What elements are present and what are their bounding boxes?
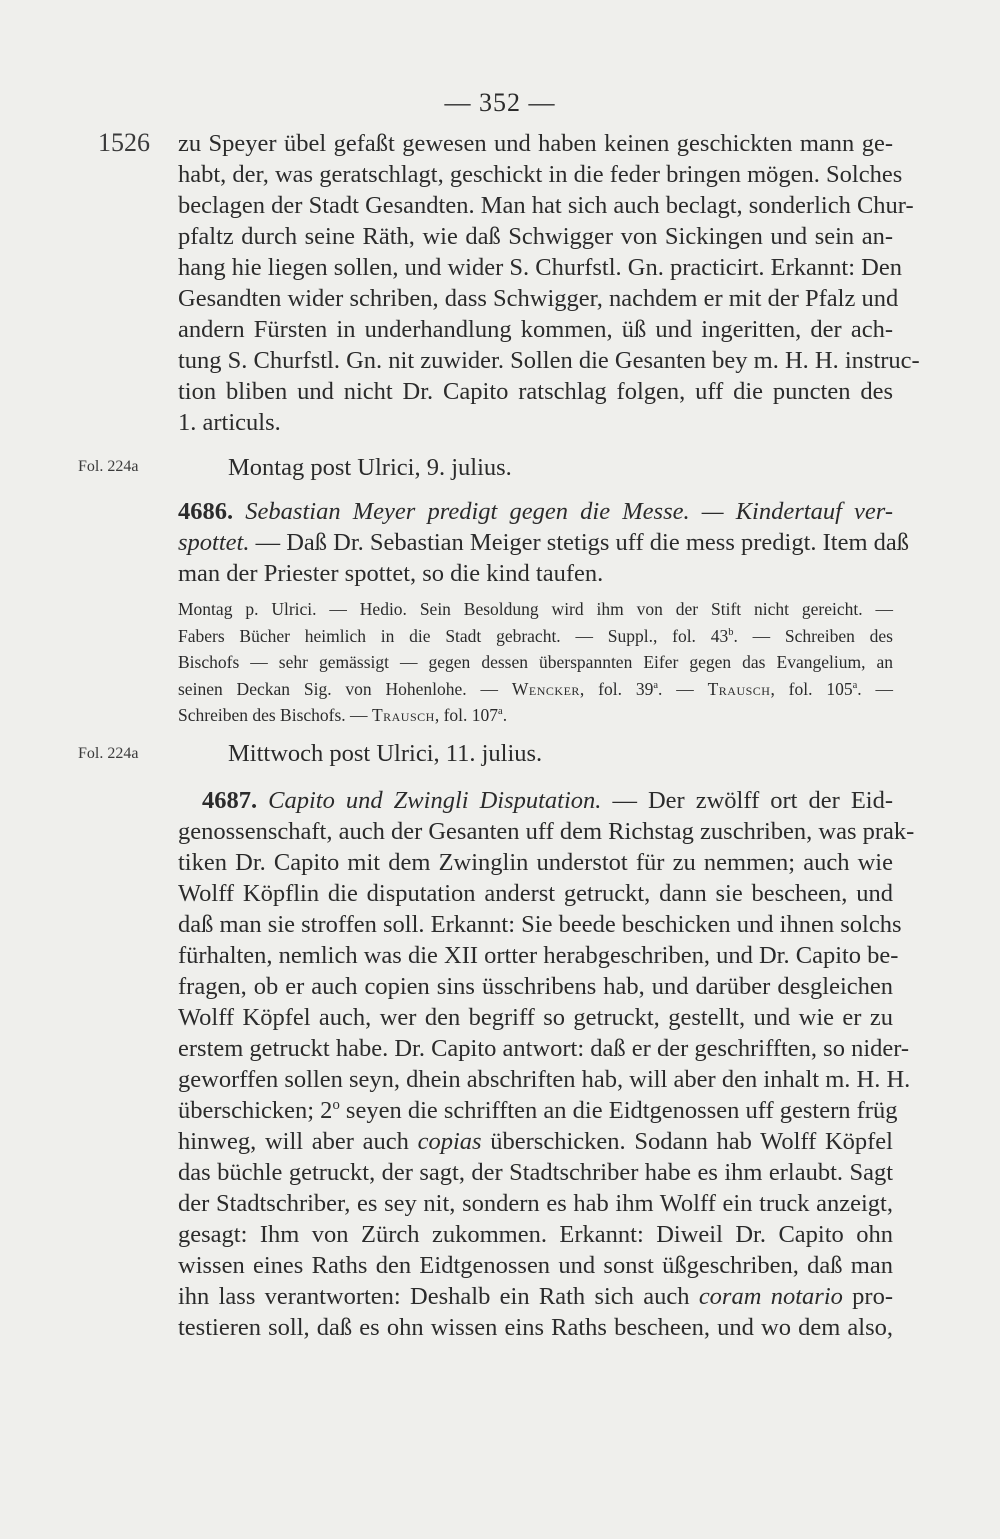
text-line: beclagen der Stadt Gesandten. Man hat sich auch beclagt, sonderlich Chur-: [178, 192, 914, 219]
date-heading-1: Montag post Ulrici, 9. julius.: [228, 454, 512, 481]
note-line: Montag p. Ulrici. — Hedio. Sein Besoldung wird ihm von der Stift nicht gereicht. —: [178, 599, 893, 619]
text-line: andern Fürsten in underhandlung kommen, üß und ingeritten, der ach-: [178, 316, 893, 343]
date-heading-2: Mittwoch post Ulrici, 11. julius.: [228, 740, 543, 767]
text-line: fragen, ob er auch copien sins üsschribens hab, und darüber desgleichen: [178, 973, 893, 1000]
paragraph-1: [178, 128, 920, 438]
entry-title: Sebastian Meyer predigt gegen die Messe. — Kindertauf ver-: [245, 498, 894, 525]
text-line: das büchle getruckt, der sagt, der Stadtschriber habe es ihm erlaubt. Sagt: [178, 1159, 893, 1186]
notes-4686: [178, 596, 893, 729]
page-number: — 352 —: [444, 88, 556, 117]
note-line: seinen Deckan Sig. von Hohenlohe. — Wencker, fol. 39$^a$. — Trausch, fol. 105$^a$. —: [178, 678, 894, 699]
entry-text-line: hinweg, will aber auch copias überschicken. Sodann hab Wolff Köpfel: [178, 1128, 893, 1155]
text-line: zu Speyer übel gefaßt gewesen und haben keinen geschickten mann ge-: [178, 130, 893, 157]
margin-folio-2: Fol. 224a: [78, 745, 139, 762]
entry-4686: [178, 496, 910, 589]
text-line: wissen eines Raths den Eidtgenossen und sonst üßgeschriben, daß man: [178, 1252, 893, 1279]
entry-title-cont: spottet.: [178, 529, 250, 556]
margin-folio-1: Fol. 224a: [78, 458, 139, 475]
text-line: Wolff Köpfel auch, wer den begriff so getruckt, gestellt, und wie er zu: [178, 1004, 893, 1031]
entry-text-line: man der Priester spottet, so die kind taufen.: [178, 560, 604, 587]
entry-text-line: ihn lass verantworten: Deshalb ein Rath sich auch coram notario pro-: [178, 1283, 894, 1310]
note-line: Bischofs — sehr gemässigt — gegen dessen überspannten Eifer gegen das Evangelium, an: [178, 652, 893, 672]
entry-text: — Daß Dr. Sebastian Meiger stetigs uff die mess predigt. Item daß: [249, 529, 910, 556]
text-line: erstem getruckt habe. Dr. Capito antwort: daß er der geschrifften, so nider-: [178, 1035, 910, 1062]
text-line: pfaltz durch seine Räth, wie daß Schwigger von Sickingen und sein an-: [178, 223, 893, 250]
margin-year: 1526: [98, 128, 150, 157]
entry-4687: [178, 785, 915, 1343]
text-line: Gesandten wider schriben, dass Schwigger, nachdem er mit der Pfalz und: [178, 285, 899, 312]
entry-title: Capito und Zwingli Disputation.: [268, 787, 602, 814]
text-line: hang hie liegen sollen, und wider S. Churfstl. Gn. practicirt. Erkannt: Den: [178, 254, 902, 281]
text-line: Wolff Köpflin die disputation anderst getruckt, dann sie bescheen, und: [178, 880, 893, 907]
entry-text-line: testieren soll, daß es ohn wissen eins Raths bescheen, und wo dem also,: [178, 1314, 893, 1341]
text-line: tung S. Churfstl. Gn. nit zuwider. Sollen die Gesanten bey m. H. H. instruc-: [178, 347, 920, 374]
text-line: der Stadtschriber, es sey nit, sondern es hab ihm Wolff ein truck anzeigt,: [178, 1190, 893, 1217]
text-line: habt, der, was geratschlagt, geschickt in die feder bringen mögen. Solches: [178, 161, 903, 188]
entry-text-line: überschicken; 2$^o$ seyen die schrifften an die Eidtgenossen uff gestern früg: [178, 1096, 898, 1124]
text-line: 1. articuls.: [178, 409, 281, 436]
text-line: gesagt: Ihm von Zürch zukommen. Erkannt: Diweil Dr. Capito ohn: [178, 1221, 893, 1248]
note-line: Schreiben des Bischofs. — Trausch, fol. 107$^a$.: [178, 705, 508, 725]
text-line: tiken Dr. Capito mit dem Zwinglin understot für zu nemmen; auch wie: [178, 849, 893, 876]
text-line: genossenschaft, auch der Gesanten uff dem Richstag zuschriben, was prak-: [178, 818, 915, 845]
text-line: geworffen sollen seyn, dhein abschriften hab, will aber den inhalt m. H. H.: [178, 1066, 911, 1093]
text-line: tion bliben und nicht Dr. Capito ratschlag folgen, uff die puncten des: [178, 378, 893, 405]
text-line: fürhalten, nemlich was die XII ortter herabgeschriben, und Dr. Capito be-: [178, 942, 899, 969]
entry-number: 4687.: [202, 787, 258, 814]
entry-text: — Der zwölff ort der Eid-: [601, 787, 893, 814]
note-line: Fabers Bücher heimlich in die Stadt gebracht. — Suppl., fol. 43$^b$. — Schreiben des: [178, 625, 893, 646]
entry-number: 4686.: [178, 498, 234, 525]
text-line: daß man sie stroffen soll. Erkannt: Sie beede beschicken und ihnen solchs: [178, 911, 902, 938]
